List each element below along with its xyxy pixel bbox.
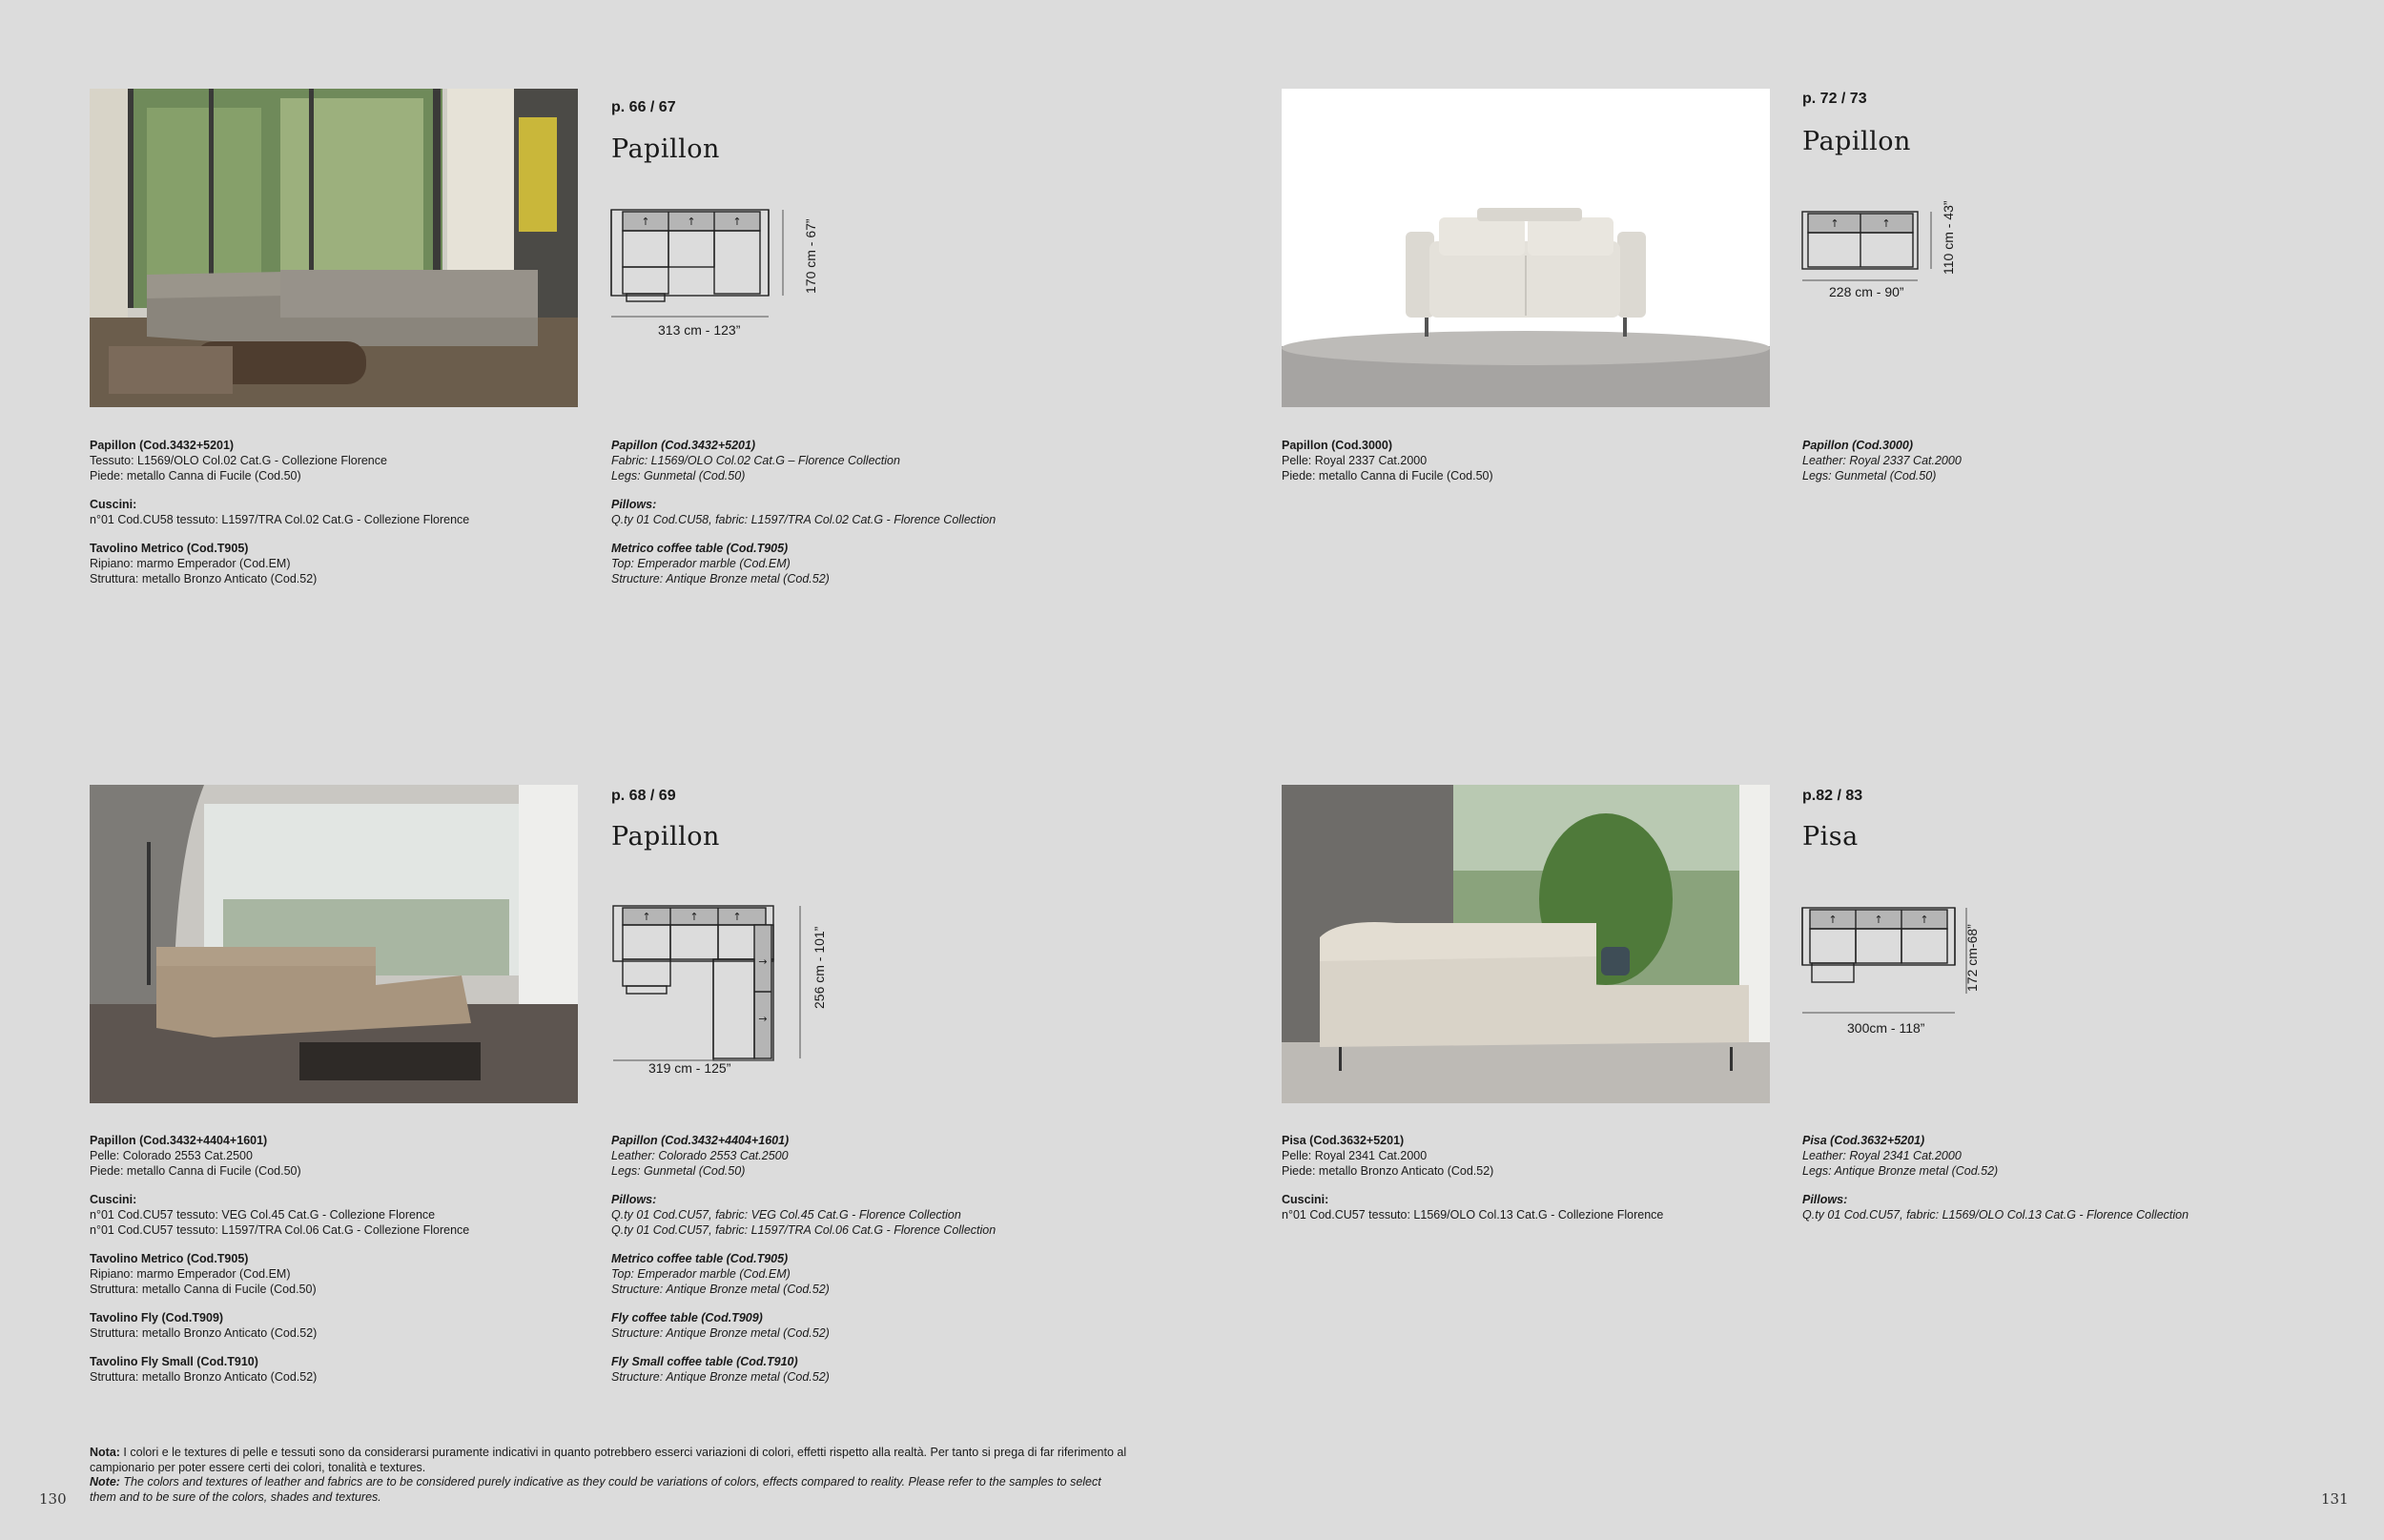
spec-group bbox=[90, 438, 586, 483]
spec-line: Q.ty 01 Cod.CU57, fabric: L1569/OLO Col.13 Cat.G - Florence Collection bbox=[1802, 1208, 2189, 1222]
page-reference: p. 66 / 67 bbox=[611, 99, 676, 115]
sofa-layout-diagram bbox=[613, 906, 804, 1058]
page-number-left: 130 bbox=[39, 1490, 67, 1508]
spec-line: Struttura: metallo Canna di Fucile (Cod.50) bbox=[90, 1283, 317, 1296]
spec-heading: Papillon (Cod.3000) bbox=[1282, 439, 1392, 452]
spec-group bbox=[1282, 438, 1778, 483]
spec-line: Legs: Gunmetal (Cod.50) bbox=[611, 469, 746, 483]
width-dimension: 228 cm - 90” bbox=[1829, 284, 1904, 299]
spec-group bbox=[1282, 1133, 1778, 1179]
spec-line: Legs: Antique Bronze metal (Cod.52) bbox=[1802, 1164, 1999, 1178]
specs-english bbox=[1802, 1133, 2298, 1236]
spec-line: Structure: Antique Bronze metal (Cod.52) bbox=[611, 1283, 830, 1296]
spec-line: Structure: Antique Bronze metal (Cod.52) bbox=[611, 572, 830, 585]
svg-text:→: → bbox=[758, 955, 768, 968]
svg-text:↑: ↑ bbox=[1874, 914, 1883, 926]
spec-line: Ripiano: marmo Emperador (Cod.EM) bbox=[90, 1267, 291, 1281]
note-english-text: The colors and textures of leather and fabrics are to be considered purely indicative as they could be variations of colors, effects compared to reality. Please refer to the samples to select them and to be sure of the colors, shades and textures. bbox=[90, 1475, 1101, 1504]
spec-line: Pelle: Royal 2341 Cat.2000 bbox=[1282, 1149, 1428, 1162]
specs-italian bbox=[90, 1133, 586, 1398]
spec-group bbox=[611, 1251, 1107, 1297]
spec-group bbox=[611, 1354, 1107, 1385]
specs-english bbox=[1802, 438, 2298, 497]
spec-line: Piede: metallo Bronzo Anticato (Cod.52) bbox=[1282, 1164, 1494, 1178]
spec-line: n°01 Cod.CU57 tessuto: L1597/TRA Col.06 Cat.G - Collezione Florence bbox=[90, 1223, 470, 1237]
depth-dimension: 170 cm - 67” bbox=[803, 218, 818, 294]
specs-italian bbox=[1282, 438, 1778, 497]
spec-group bbox=[90, 1192, 586, 1238]
spec-group bbox=[1802, 1133, 2298, 1179]
spec-group bbox=[90, 1310, 586, 1341]
spec-line: Q.ty 01 Cod.CU57, fabric: L1597/TRA Col.06 Cat.G - Florence Collection bbox=[611, 1223, 997, 1237]
spec-heading: Tavolino Fly (Cod.T909) bbox=[90, 1311, 224, 1324]
spec-heading: Tavolino Metrico (Cod.T905) bbox=[90, 1252, 249, 1265]
spec-heading: Pillows: bbox=[611, 1193, 657, 1206]
spec-heading: Cuscini: bbox=[1282, 1193, 1329, 1206]
product-photo-papillon-large-corner bbox=[90, 785, 578, 1103]
page-reference: p.82 / 83 bbox=[1802, 788, 1863, 804]
spec-group bbox=[90, 1133, 586, 1179]
spec-group bbox=[90, 1251, 586, 1297]
spec-heading: Pillows: bbox=[611, 498, 657, 511]
specs-italian bbox=[1282, 1133, 1778, 1236]
spec-group bbox=[90, 497, 586, 527]
svg-text:↑: ↑ bbox=[1881, 217, 1891, 230]
spec-group bbox=[90, 541, 586, 586]
specs-english bbox=[611, 438, 1107, 600]
depth-dimension: 256 cm - 101” bbox=[812, 926, 827, 1009]
svg-text:↑: ↑ bbox=[687, 216, 696, 228]
spec-line: Piede: metallo Canna di Fucile (Cod.50) bbox=[90, 469, 301, 483]
page-reference: p. 68 / 69 bbox=[611, 788, 676, 804]
spec-heading: Papillon (Cod.3432+4404+1601) bbox=[90, 1134, 268, 1147]
spec-heading: Metrico coffee table (Cod.T905) bbox=[611, 1252, 789, 1265]
product-title: Papillon bbox=[611, 822, 720, 852]
spec-group bbox=[611, 541, 1107, 586]
svg-text:↑: ↑ bbox=[732, 216, 742, 228]
svg-text:→: → bbox=[758, 1013, 768, 1025]
svg-text:↑: ↑ bbox=[689, 911, 699, 923]
svg-text:↑: ↑ bbox=[641, 216, 650, 228]
spec-group bbox=[611, 497, 1107, 527]
spec-heading: Pisa (Cod.3632+5201) bbox=[1802, 1134, 1925, 1147]
spec-line: Leather: Royal 2337 Cat.2000 bbox=[1802, 454, 1962, 467]
spec-line: Q.ty 01 Cod.CU58, fabric: L1597/TRA Col.02 Cat.G - Florence Collection bbox=[611, 513, 997, 526]
spec-group bbox=[611, 1133, 1107, 1179]
spec-heading: Pillows: bbox=[1802, 1193, 1848, 1206]
spec-line: Leather: Royal 2341 Cat.2000 bbox=[1802, 1149, 1962, 1162]
depth-dimension: 110 cm - 43” bbox=[1941, 200, 1956, 275]
spec-line: Struttura: metallo Bronzo Anticato (Cod.52) bbox=[90, 572, 318, 585]
sofa-layout-diagram bbox=[1802, 908, 1983, 1015]
width-dimension: 300cm - 118” bbox=[1847, 1020, 1925, 1036]
spec-group bbox=[90, 1354, 586, 1385]
sofa-layout-diagram bbox=[611, 210, 792, 324]
spec-heading: Papillon (Cod.3432+4404+1601) bbox=[611, 1134, 790, 1147]
sofa-layout-diagram bbox=[1802, 212, 1955, 283]
spec-group bbox=[611, 438, 1107, 483]
disclaimer-note bbox=[90, 1446, 1129, 1505]
svg-text:↑: ↑ bbox=[1920, 914, 1929, 926]
spec-line: Pelle: Royal 2337 Cat.2000 bbox=[1282, 454, 1428, 467]
spec-line: Structure: Antique Bronze metal (Cod.52) bbox=[611, 1370, 830, 1384]
spec-line: Struttura: metallo Bronzo Anticato (Cod.52) bbox=[90, 1326, 318, 1340]
spec-line: Leather: Colorado 2553 Cat.2500 bbox=[611, 1149, 789, 1162]
spec-line: Piede: metallo Canna di Fucile (Cod.50) bbox=[90, 1164, 301, 1178]
product-title: Papillon bbox=[611, 134, 720, 164]
spec-line: Structure: Antique Bronze metal (Cod.52) bbox=[611, 1326, 830, 1340]
product-photo-pisa bbox=[1282, 785, 1770, 1103]
depth-dimension: 172 cm-68” bbox=[1964, 924, 1980, 992]
note-italian-text: I colori e le textures di pelle e tessuti sono da considerarsi puramente indicativi in quanto potrebbero esserci variazioni di colori, effetti rispetto alla realtà. Per tanto si prega di far riferimento al campionario per poter essere certi dei colori, tonalità e textures. bbox=[90, 1446, 1127, 1474]
spec-line: n°01 Cod.CU57 tessuto: L1569/OLO Col.13 Cat.G - Collezione Florence bbox=[1282, 1208, 1664, 1222]
spec-line: Top: Emperador marble (Cod.EM) bbox=[611, 1267, 791, 1281]
spec-group bbox=[1802, 438, 2298, 483]
spec-group bbox=[1802, 1192, 2298, 1222]
spec-line: Legs: Gunmetal (Cod.50) bbox=[611, 1164, 746, 1178]
spec-heading: Metrico coffee table (Cod.T905) bbox=[611, 542, 789, 555]
width-dimension: 319 cm - 125” bbox=[648, 1060, 731, 1076]
spec-line: Legs: Gunmetal (Cod.50) bbox=[1802, 469, 1937, 483]
spec-heading: Papillon (Cod.3432+5201) bbox=[90, 439, 235, 452]
specs-italian bbox=[90, 438, 586, 600]
page-number-right: 131 bbox=[2321, 1490, 2349, 1508]
spec-group bbox=[1282, 1192, 1778, 1222]
spec-line: Ripiano: marmo Emperador (Cod.EM) bbox=[90, 557, 291, 570]
svg-text:↑: ↑ bbox=[1830, 217, 1839, 230]
spec-line: Fabric: L1569/OLO Col.02 Cat.G – Florence Collection bbox=[611, 454, 900, 467]
spec-heading: Fly coffee table (Cod.T909) bbox=[611, 1311, 763, 1324]
spec-line: n°01 Cod.CU58 tessuto: L1597/TRA Col.02 Cat.G - Collezione Florence bbox=[90, 513, 470, 526]
width-dimension: 313 cm - 123” bbox=[658, 322, 741, 338]
spec-heading: Papillon (Cod.3432+5201) bbox=[611, 439, 756, 452]
note-english-label: Note: bbox=[90, 1475, 120, 1489]
spec-line: Piede: metallo Canna di Fucile (Cod.50) bbox=[1282, 469, 1493, 483]
note-italian-label: Nota: bbox=[90, 1446, 120, 1459]
spec-heading: Pisa (Cod.3632+5201) bbox=[1282, 1134, 1405, 1147]
spec-heading: Papillon (Cod.3000) bbox=[1802, 439, 1913, 452]
specs-english bbox=[611, 1133, 1107, 1398]
svg-text:↑: ↑ bbox=[1828, 914, 1838, 926]
spec-heading: Cuscini: bbox=[90, 1193, 137, 1206]
spec-heading: Cuscini: bbox=[90, 498, 137, 511]
spec-line: Q.ty 01 Cod.CU57, fabric: VEG Col.45 Cat.G - Florence Collection bbox=[611, 1208, 961, 1222]
spec-group bbox=[611, 1310, 1107, 1341]
product-photo-papillon-corner bbox=[90, 89, 578, 407]
svg-text:↑: ↑ bbox=[642, 911, 651, 923]
spec-line: Struttura: metallo Bronzo Anticato (Cod.52) bbox=[90, 1370, 318, 1384]
spec-heading: Tavolino Metrico (Cod.T905) bbox=[90, 542, 249, 555]
product-title: Pisa bbox=[1802, 822, 1859, 852]
spec-line: n°01 Cod.CU57 tessuto: VEG Col.45 Cat.G - Collezione Florence bbox=[90, 1208, 436, 1222]
product-photo-papillon-sofa bbox=[1282, 89, 1770, 407]
product-title: Papillon bbox=[1802, 127, 1911, 156]
svg-text:↑: ↑ bbox=[732, 911, 742, 923]
spec-heading: Tavolino Fly Small (Cod.T910) bbox=[90, 1355, 258, 1368]
page-reference: p. 72 / 73 bbox=[1802, 91, 1867, 107]
note-english bbox=[90, 1475, 1129, 1505]
spec-line: Top: Emperador marble (Cod.EM) bbox=[611, 557, 791, 570]
spec-line: Pelle: Colorado 2553 Cat.2500 bbox=[90, 1149, 253, 1162]
note-italian bbox=[90, 1446, 1129, 1475]
spec-group bbox=[611, 1192, 1107, 1238]
spec-heading: Fly Small coffee table (Cod.T910) bbox=[611, 1355, 798, 1368]
spec-line: Tessuto: L1569/OLO Col.02 Cat.G - Collezione Florence bbox=[90, 454, 387, 467]
